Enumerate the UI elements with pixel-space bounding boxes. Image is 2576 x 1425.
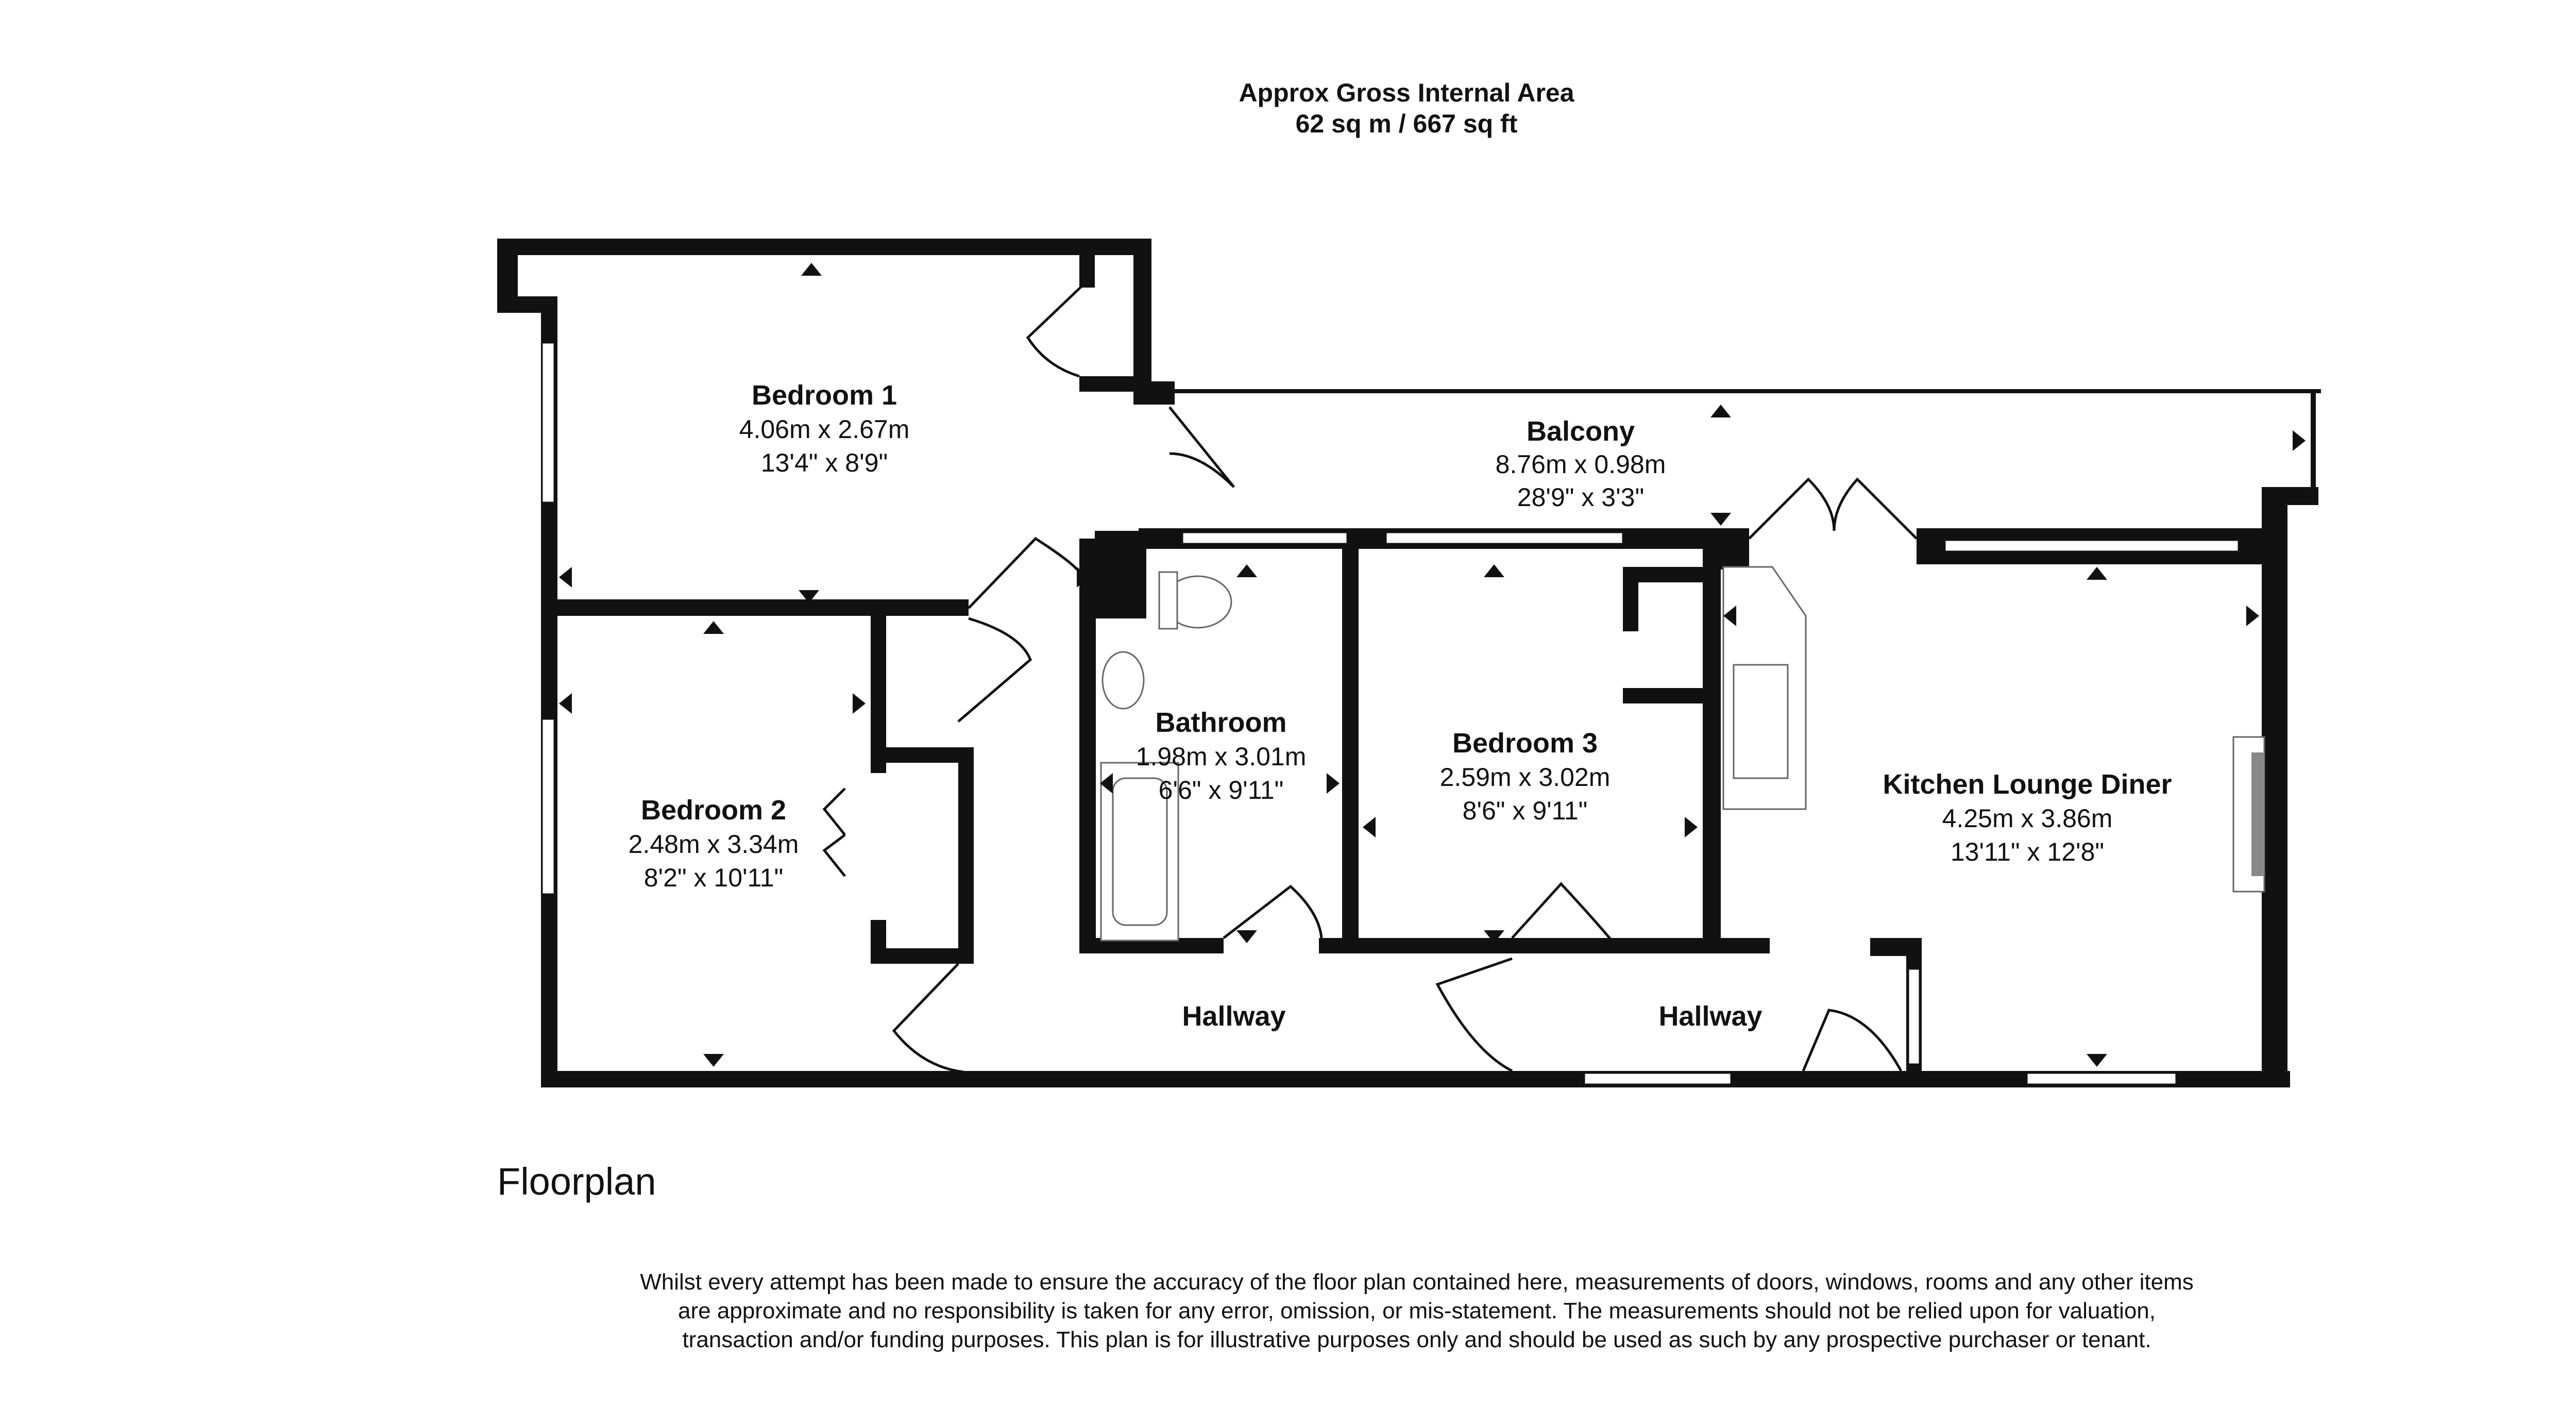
arrow-marker — [1710, 405, 1731, 417]
window — [1908, 969, 1920, 1064]
window — [542, 343, 554, 502]
floorplan-title: Floorplan — [497, 1160, 656, 1203]
area-header-size: 62 sq m / 667 sq ft — [1295, 109, 1518, 138]
wall — [1079, 239, 1095, 288]
arrow-marker — [853, 693, 866, 714]
window — [2027, 1073, 2176, 1084]
room-imperial: 28'9" x 3'3" — [1517, 483, 1645, 512]
fireplace-hearth — [2251, 752, 2264, 876]
window — [1182, 532, 1347, 544]
door-swing — [969, 539, 1079, 608]
wall — [1623, 567, 1721, 582]
arrow-marker — [1363, 817, 1376, 837]
arrow-marker — [1327, 773, 1340, 794]
room-imperial: 8'6" x 9'11" — [1462, 796, 1588, 825]
room-imperial: 6'6" x 9'11" — [1158, 776, 1284, 804]
disclaimer-text: Whilst every attempt has been made to ensure the accuracy of the floor plan contained here, measurements of doors, windows, rooms and any other items are approximate and no responsibility is taken for any error, omission, or mis-statement. The measurements should not be relied upon for valuation, transaction and/or funding purposes. This plan is for illustrative purposes only and should be used as such by any prospective purchaser or tenant. — [640, 1269, 2194, 1352]
room-metric: 2.48m x 3.34m — [628, 830, 799, 859]
door-swing — [894, 964, 963, 1072]
hallway-label: Hallway — [1182, 1001, 1286, 1032]
wall — [1164, 389, 2321, 393]
basin — [1103, 652, 1144, 709]
wall — [1703, 539, 1749, 569]
wall — [1319, 938, 1770, 953]
arrow-marker — [1236, 564, 1257, 577]
room-name: Kitchen Lounge Diner — [1883, 769, 2172, 800]
arrow-marker — [2087, 1054, 2107, 1067]
door-swing — [1803, 1010, 1901, 1071]
arrow-marker — [2293, 430, 2306, 451]
wardrobe-doors — [824, 789, 845, 876]
kitchen-sink — [1734, 665, 1788, 778]
arrow-marker — [703, 1054, 724, 1067]
room-metric: 4.06m x 2.67m — [739, 415, 910, 444]
arrow-marker — [1710, 513, 1731, 526]
room-imperial: 13'11" x 12'8" — [1950, 837, 2105, 866]
room-name: Bedroom 3 — [1452, 728, 1598, 759]
arrow-marker — [559, 567, 572, 588]
wall — [2262, 487, 2318, 505]
window — [542, 719, 554, 894]
arrow-marker — [703, 621, 724, 634]
wall — [958, 747, 974, 964]
door-swing — [1028, 286, 1082, 376]
wall — [1703, 539, 1721, 951]
wall — [497, 239, 1151, 255]
room-imperial: 8'2" x 10'11" — [643, 863, 784, 892]
arrow-marker — [559, 693, 572, 714]
hallway-label: Hallway — [1658, 1001, 1762, 1032]
door-swing — [958, 618, 1030, 722]
door-swing — [1437, 959, 1512, 1071]
wall — [1079, 539, 1096, 951]
room-name: Bathroom — [1155, 707, 1287, 738]
wall — [1342, 539, 1359, 951]
toilet-cistern — [1159, 572, 1177, 629]
room-metric: 1.98m x 3.01m — [1136, 742, 1307, 771]
french-doors — [1749, 479, 1917, 539]
window — [1386, 532, 1623, 544]
room-metric: 8.76m x 0.98m — [1495, 450, 1666, 479]
arrow-marker — [801, 263, 822, 276]
wall — [541, 599, 969, 616]
wall — [871, 948, 974, 964]
area-header-title: Approx Gross Internal Area — [1239, 78, 1574, 107]
walls — [497, 239, 2321, 1087]
room-name: Bedroom 2 — [640, 795, 787, 826]
wall — [497, 239, 518, 305]
arrow-marker — [1685, 817, 1698, 837]
room-metric: 4.25m x 3.86m — [1942, 804, 2113, 833]
wall — [1133, 239, 1151, 391]
window — [1945, 540, 2239, 551]
room-name: Balcony — [1526, 416, 1635, 447]
wall — [2262, 487, 2287, 1087]
arrow-marker — [1484, 564, 1504, 577]
arrow-marker — [2087, 567, 2107, 580]
room-name: Bedroom 1 — [751, 380, 897, 411]
door-swing — [1170, 407, 1234, 487]
wall — [2311, 389, 2316, 492]
room-imperial: 13'4" x 8'9" — [760, 448, 888, 477]
arrow-marker — [1236, 930, 1257, 943]
room-metric: 2.59m x 3.02m — [1439, 763, 1611, 792]
window — [1584, 1073, 1731, 1084]
arrow-marker — [2246, 606, 2259, 626]
